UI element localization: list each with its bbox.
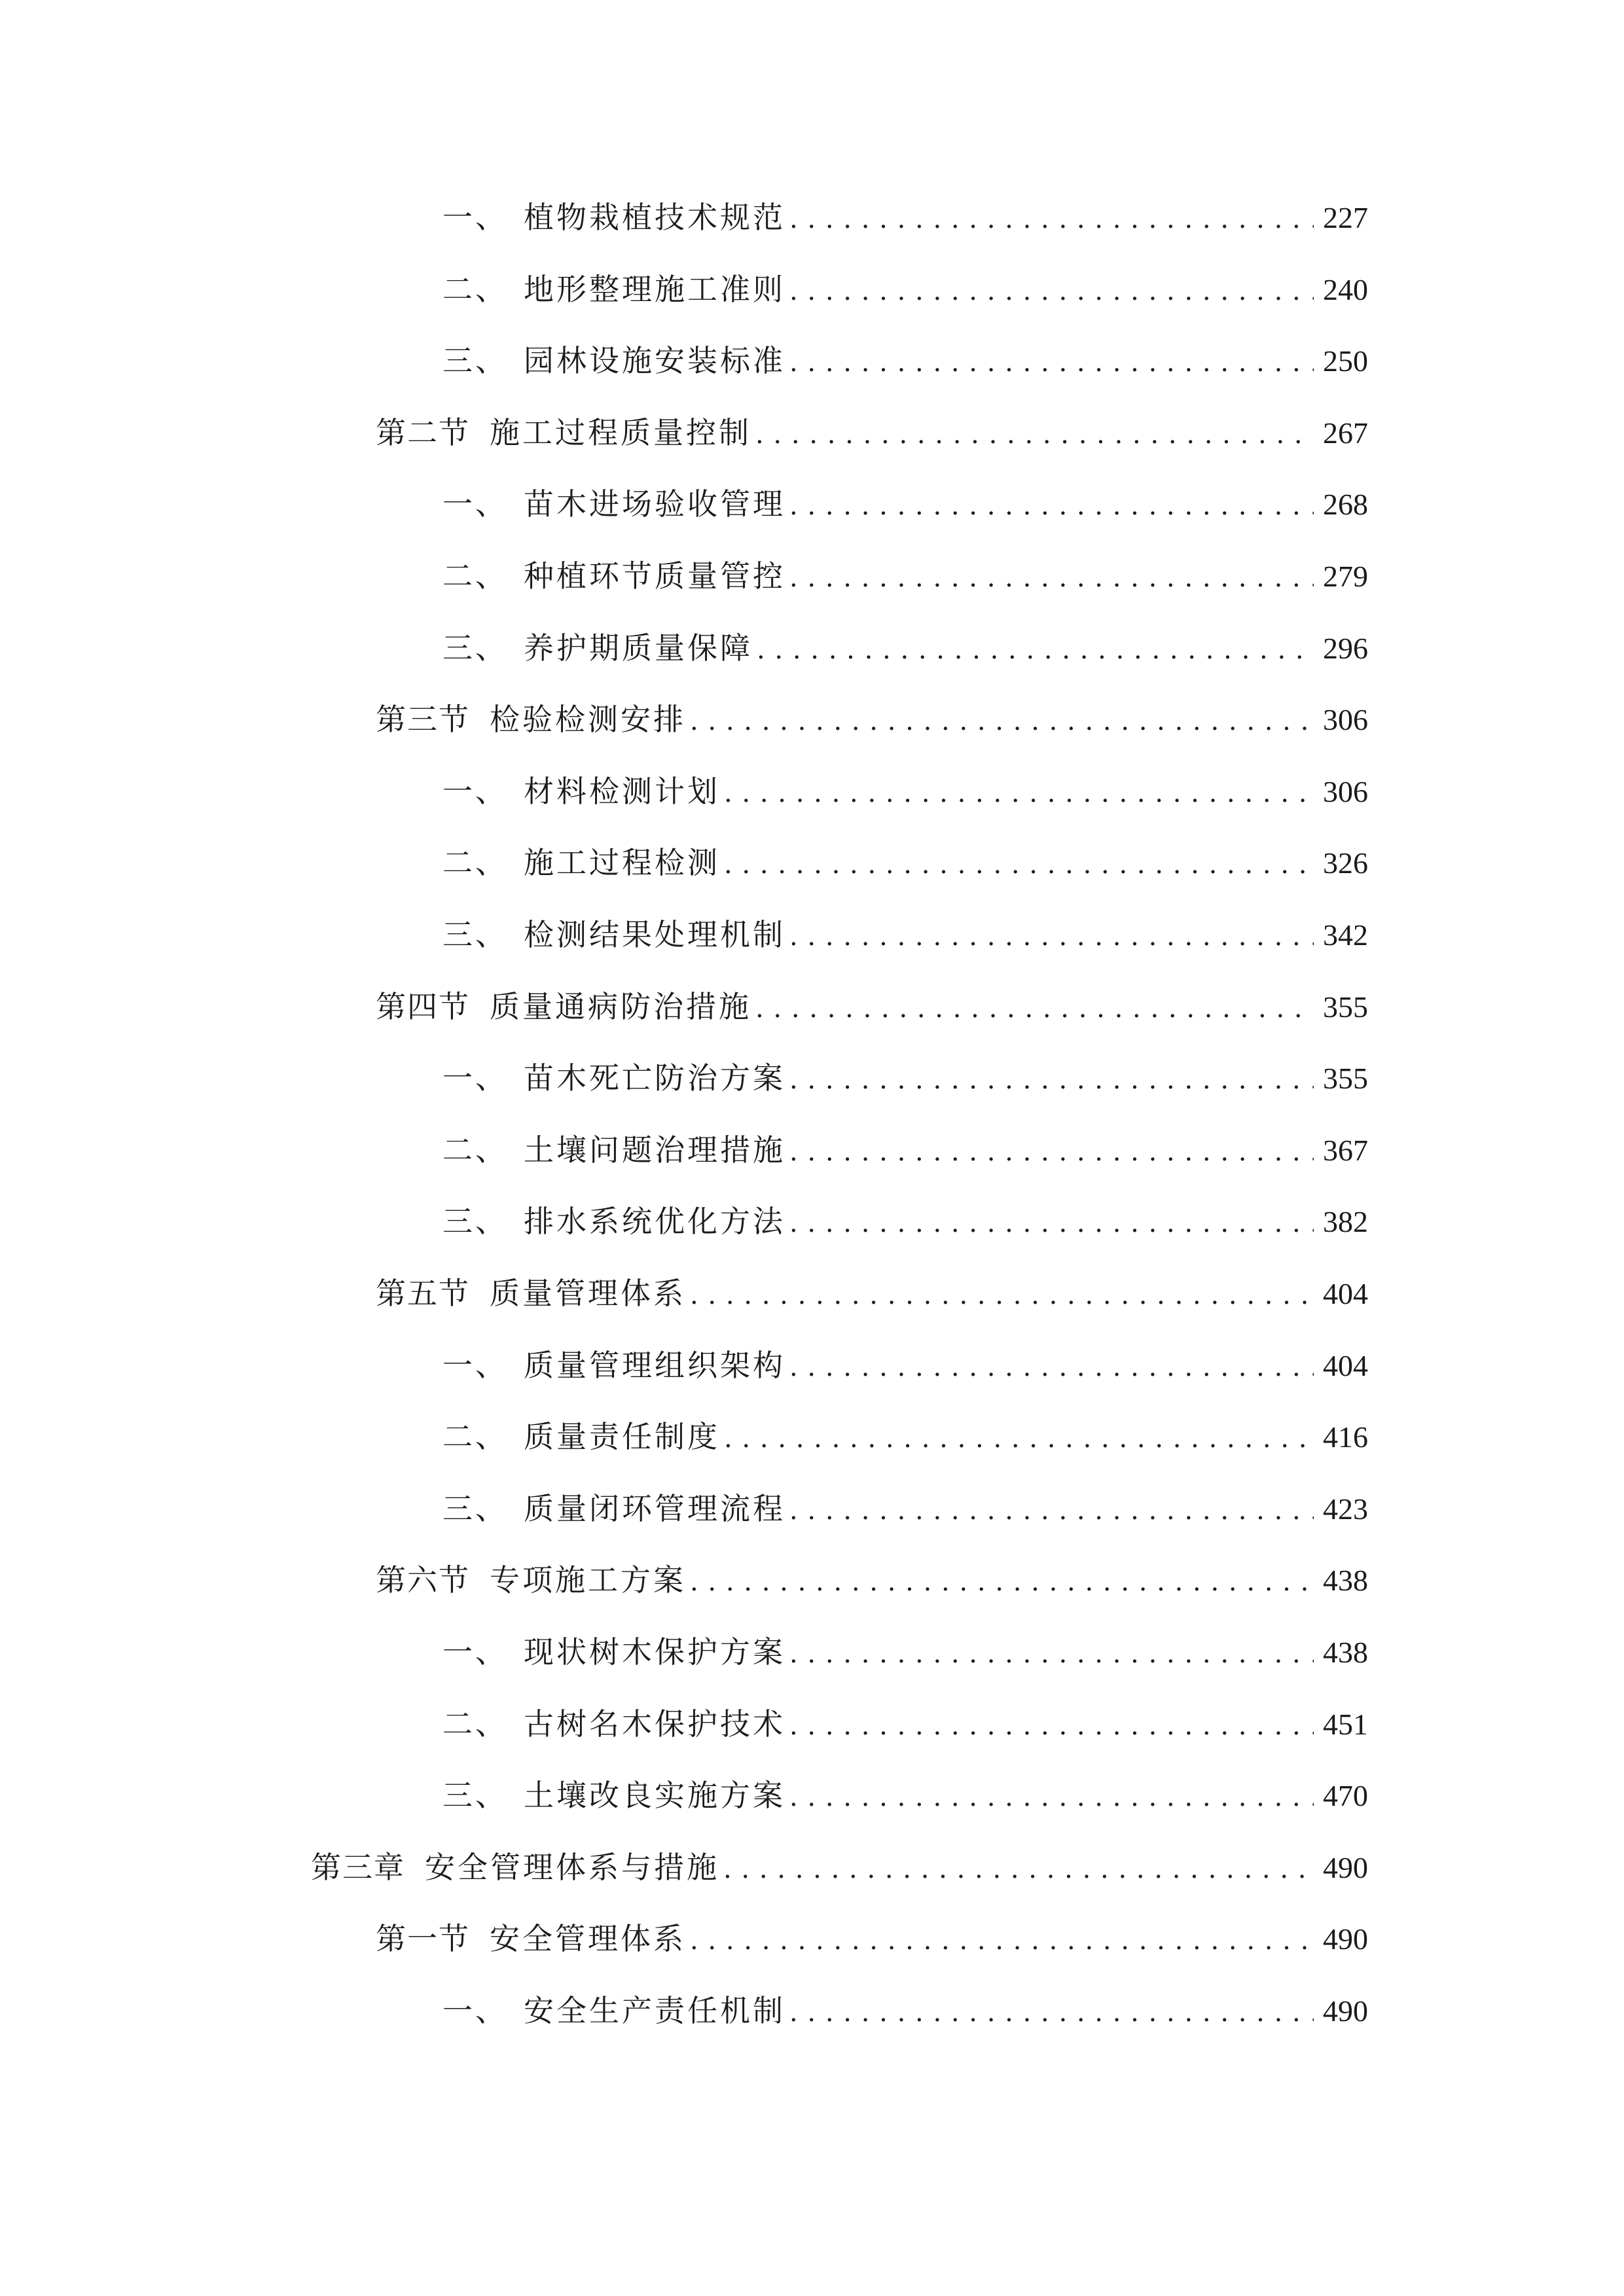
toc-entry-title: 植物栽植技术规范 [524,200,785,235]
dot-leader [789,265,1314,317]
toc-entry-title: 养护期质量保障 [524,630,753,666]
dot-leader [789,1628,1314,1680]
toc-entry-chapter[interactable] [311,1841,1368,1893]
toc-entry-title: 现状树木保护方案 [524,1634,785,1670]
toc-entry-title: 地形整理施工准则 [524,271,785,307]
dot-leader [789,193,1314,245]
toc-entry-page-number: 451 [1323,1707,1368,1741]
dot-leader [789,1054,1314,1106]
toc-entry-page-number: 279 [1323,560,1368,593]
dot-leader [789,1771,1314,1823]
toc-entry-item[interactable] [442,765,1368,817]
toc-entry-number: 一、 [442,486,508,522]
toc-entry-title: 种植环节质量管控 [524,558,785,594]
toc-entry-number: 二、 [442,1419,508,1455]
toc-entry-title: 排水系统优化方法 [524,1204,785,1240]
toc-entry-title: 土壤问题治理措施 [524,1132,785,1168]
toc-entry-title: 安全管理体系与措施 [425,1849,719,1885]
toc-entry-page-number: 240 [1323,272,1368,306]
dot-leader [723,1843,1314,1895]
toc-entry-number: 第四节 [376,988,470,1024]
toc-entry-item[interactable] [442,908,1368,961]
toc-entry-item[interactable] [442,1482,1368,1535]
toc-entry-number: 一、 [442,1993,508,2028]
toc-entry-page-number: 438 [1323,1564,1368,1598]
toc-entry-page-number: 423 [1323,1492,1368,1526]
dot-leader [789,910,1314,963]
toc-entry-page-number: 404 [1323,1277,1368,1310]
toc-entry-title: 苗木死亡防治方案 [524,1060,785,1096]
toc-entry-number: 一、 [442,1060,508,1096]
toc-entry-item[interactable] [442,1195,1368,1247]
toc-entry-item[interactable] [442,1052,1368,1104]
toc-entry-title: 材料检测计划 [524,773,720,809]
toc-entry-page-number: 306 [1323,703,1368,737]
toc-entry-number: 三、 [442,343,508,379]
toc-entry-number: 第六节 [376,1562,470,1598]
toc-entry-title: 施工过程检测 [524,845,720,881]
toc-entry-page-number: 490 [1323,1994,1368,2028]
toc-entry-page-number: 326 [1323,846,1368,880]
dot-leader [724,767,1314,819]
toc-entry-number: 三、 [442,1778,508,1814]
toc-entry-page-number: 416 [1323,1420,1368,1454]
toc-entry-page-number: 342 [1323,918,1368,952]
toc-entry-title: 安全管理体系 [490,1921,686,1957]
dot-leader [789,1341,1314,1393]
toc-entry-item[interactable] [442,263,1368,315]
toc-entry-page-number: 355 [1323,1062,1368,1096]
toc-entry-title: 土壤改良实施方案 [524,1778,785,1814]
toc-entry-number: 三、 [442,1490,508,1526]
toc-entry-page-number: 355 [1323,990,1368,1024]
toc-entry-number: 二、 [442,1132,508,1168]
toc-entry-number: 第三章 [311,1849,405,1885]
dot-leader [755,982,1314,1035]
toc-entry-number: 一、 [442,200,508,235]
toc-entry-title: 古树名木保护技术 [524,1706,785,1742]
toc-entry-number: 第二节 [376,414,470,450]
toc-entry-page-number: 490 [1323,1850,1368,1884]
toc-entry-item[interactable] [442,622,1368,674]
toc-entry-number: 三、 [442,917,508,952]
toc-entry-number: 第一节 [376,1921,470,1957]
dot-leader [789,480,1314,532]
toc-entry-number: 二、 [442,845,508,881]
toc-entry-number: 三、 [442,630,508,666]
dot-leader [789,1986,1314,2039]
dot-leader [789,336,1314,389]
toc-entry-item[interactable] [442,1410,1368,1463]
dot-leader [789,1197,1314,1249]
toc-entry-section[interactable] [376,693,1368,745]
dot-leader [724,838,1314,891]
toc-entry-item[interactable] [442,1124,1368,1176]
toc-entry-item[interactable] [442,191,1368,243]
toc-entry-page-number: 296 [1323,631,1368,665]
toc-entry-number: 一、 [442,1347,508,1383]
toc-entry-page-number: 268 [1323,488,1368,522]
toc-entry-page-number: 470 [1323,1779,1368,1813]
toc-entry-page-number: 227 [1323,201,1368,234]
toc-entry-title: 苗木进场验收管理 [524,486,785,522]
toc-entry-page-number: 267 [1323,416,1368,450]
toc-entry-title: 质量闭环管理流程 [524,1490,785,1526]
toc-entry-page-number: 438 [1323,1636,1368,1669]
toc-entry-number: 一、 [442,1634,508,1670]
toc-entry-section[interactable] [376,1267,1368,1319]
toc-entry-page-number: 382 [1323,1205,1368,1239]
toc-entry-item[interactable] [442,836,1368,889]
toc-entry-page-number: 404 [1323,1348,1368,1382]
dot-leader [789,1484,1314,1537]
dot-leader [757,624,1314,676]
toc-entry-item[interactable] [442,1626,1368,1678]
toc-entry-section[interactable] [376,1554,1368,1606]
toc-entry-item[interactable] [442,334,1368,387]
toc-entry-title: 检验检测安排 [490,702,686,738]
dot-leader [690,695,1314,747]
toc-entry-item[interactable] [442,1984,1368,2037]
toc-entry-number: 二、 [442,271,508,307]
dot-leader [789,1126,1314,1178]
toc-entry-number: 二、 [442,1706,508,1742]
toc-entry-page-number: 306 [1323,774,1368,808]
toc-entry-item[interactable] [442,478,1368,530]
toc-entry-title: 园林设施安装标准 [524,343,785,379]
toc-entry-page-number: 250 [1323,344,1368,378]
toc-entry-title: 专项施工方案 [490,1562,686,1598]
toc-entry-section[interactable] [376,980,1368,1033]
toc-entry-section[interactable] [376,1912,1368,1965]
dot-leader [690,1914,1314,1967]
toc-entry-item[interactable] [442,1339,1368,1391]
toc-entry-number: 第三节 [376,702,470,738]
toc-entry-number: 第五节 [376,1276,470,1311]
toc-entry-title: 质量责任制度 [524,1419,720,1455]
toc-entry-page-number: 367 [1323,1133,1368,1167]
toc-entry-title: 质量通病防治措施 [490,988,751,1024]
dot-leader [690,1269,1314,1321]
toc-entry-item[interactable] [442,1769,1368,1821]
toc-entry-item[interactable] [442,1698,1368,1750]
toc-entry-section[interactable] [376,406,1368,459]
toc-entry-title: 安全生产责任机制 [524,1993,785,2028]
dot-leader [789,1700,1314,1752]
dot-leader [690,1556,1314,1608]
toc-entry-page-number: 490 [1323,1922,1368,1956]
dot-leader [724,1412,1314,1465]
dot-leader [789,552,1314,604]
toc-entry-number: 三、 [442,1204,508,1240]
toc-entry-title: 施工过程质量控制 [490,414,751,450]
dot-leader [755,408,1314,461]
toc-entry-number: 一、 [442,773,508,809]
toc-entry-title: 质量管理组织架构 [524,1347,785,1383]
toc-entry-number: 二、 [442,558,508,594]
toc-entry-title: 检测结果处理机制 [524,917,785,952]
toc-entry-title: 质量管理体系 [490,1276,686,1311]
toc-entry-item[interactable] [442,550,1368,602]
